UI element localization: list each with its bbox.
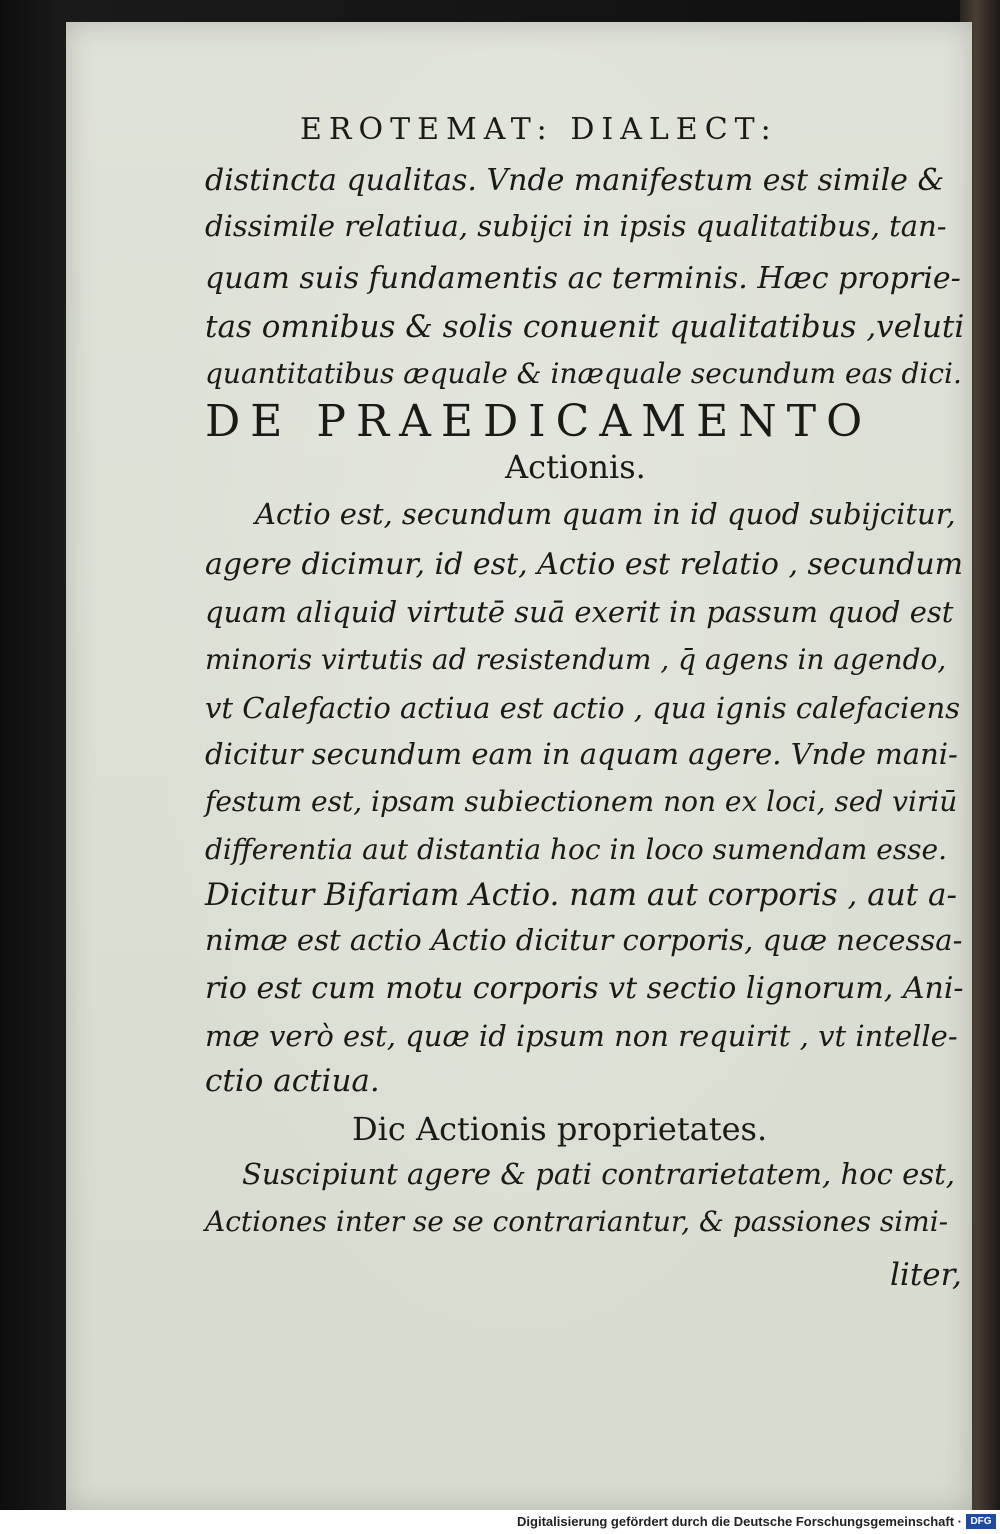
running-head: EROTEMAT: DIALECT: — [300, 112, 778, 147]
text-line: rio est cum motu corporis vt sectio lignorum, Ani- — [205, 971, 964, 1006]
funding-credit: Digitalisierung gefördert durch die Deutsche Forschungsgemeinschaft · — [517, 1514, 962, 1529]
text-line: dissimile relatiua, subijci in ipsis qualitatibus, tan- — [205, 209, 947, 243]
chapter-subheading: Actionis. — [505, 448, 646, 486]
text-line: mæ verò est, quæ id ipsum non requirit , vt intelle- — [205, 1019, 958, 1053]
chapter-heading: DE PRAEDICAMENTO — [205, 396, 873, 447]
text-line: liter, — [890, 1257, 962, 1293]
text-line: dicitur secundum eam in aquam agere. Vnde mani- — [205, 737, 958, 771]
section-title: Dic Actionis proprietates. — [352, 1110, 768, 1148]
footer-bar — [0, 1510, 1000, 1534]
text-line: nimæ est actio Actio dicitur corporis, quæ necessa- — [205, 923, 963, 957]
text-line: Suscipiunt agere & pati contrarietatem, hoc est, — [242, 1157, 955, 1191]
text-line: quam suis fundamentis ac terminis. Hæc proprie- — [205, 261, 961, 296]
text-line: agere dicimur, id est, Actio est relatio , secundum — [205, 547, 964, 582]
dfg-logo: DFG — [966, 1514, 996, 1529]
text-line: ctio actiua. — [205, 1063, 380, 1099]
text-line: Actio est, secundum quam in id quod subijcitur, — [255, 497, 956, 531]
text-line: minoris virtutis ad resistendum , q̄ agens in agendo, — [205, 643, 947, 676]
text-line: quam aliquid virtutē suā exerit in passum quod est — [205, 595, 954, 629]
text-line: differentia aut distantia hoc in loco sumendam esse. — [205, 833, 947, 866]
text-line: quantitatibus æquale & inæquale secundum eas dici. — [205, 357, 962, 390]
text-line: distincta qualitas. Vnde manifestum est simile & — [205, 163, 945, 198]
text-line: festum est, ipsam subiectionem non ex loci, sed viriū — [205, 785, 958, 818]
text-line: Actiones inter se se contrariantur, & passiones simi- — [205, 1205, 949, 1238]
text-line: tas omnibus & solis conuenit qualitatibus ,veluti — [205, 309, 965, 345]
text-line: Dicitur Bifariam Actio. nam aut corporis , aut a- — [205, 877, 957, 913]
text-line: vt Calefactio actiua est actio , qua ignis calefaciens — [205, 691, 961, 725]
